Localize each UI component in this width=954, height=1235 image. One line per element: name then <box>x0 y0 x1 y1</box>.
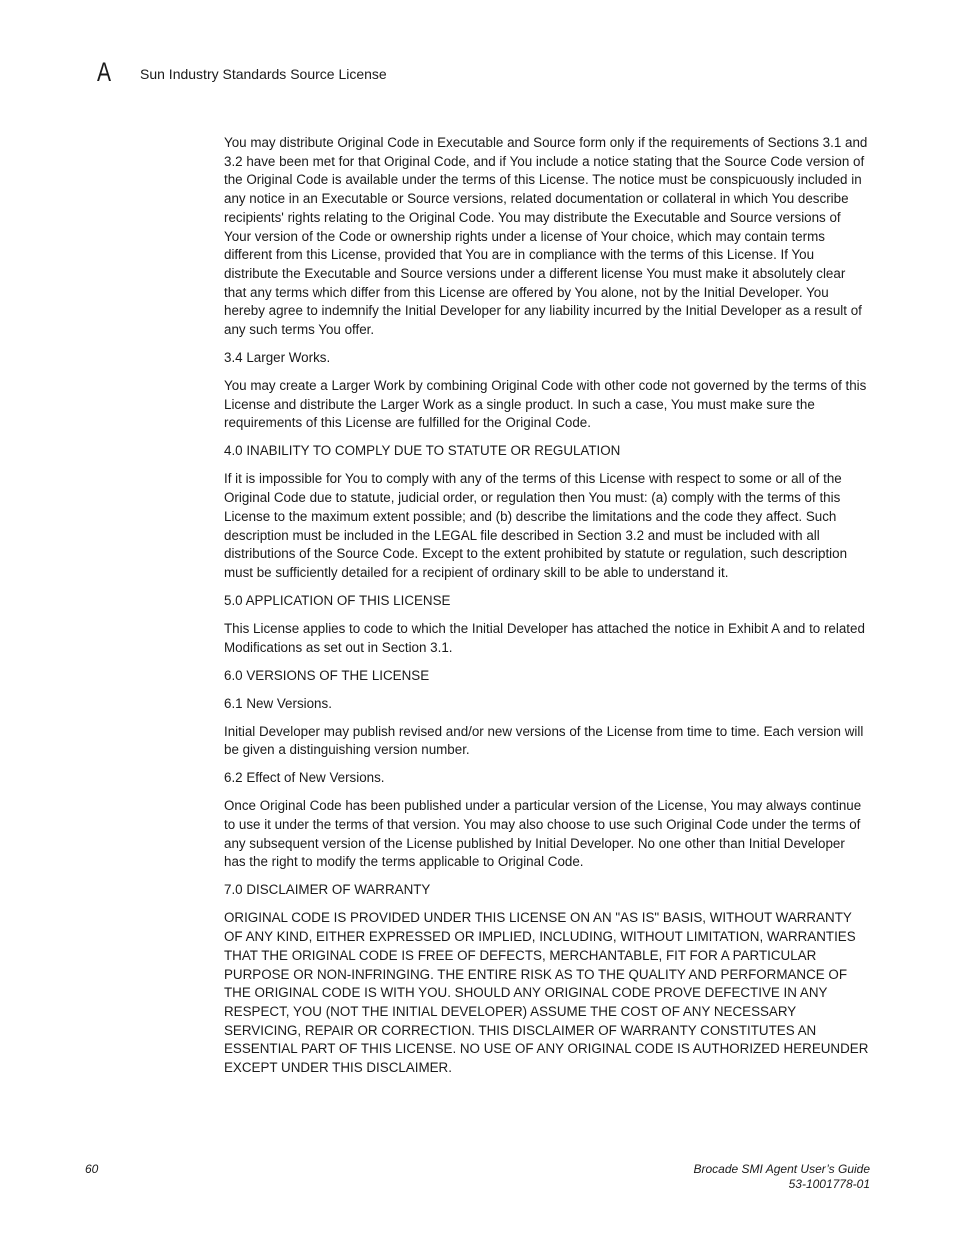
heading-application: 5.0 APPLICATION OF THIS LICENSE <box>224 592 451 608</box>
page-number: 60 <box>85 1162 99 1176</box>
paragraph-larger-works: You may create a Larger Work by combining Original Code with other code not governed by the terms of this License and distribute the Larger Work as a single product. In such a case, You must make sure the requirements of this License are fulfilled for the Original Code. <box>224 378 867 431</box>
paragraph-effect-of-new-versions: Once Original Code has been published under a particular version of the License, You may always continue to use it under the terms of that version. You may also choose to use such Original Code under the terms of any subsequent version of the License published by Initial Developer. No one other than Initial Developer has the right to modify the terms applicable to Original Code. <box>224 798 862 870</box>
guide-title: Brocade SMI Agent User’s Guide <box>693 1162 870 1176</box>
footer-doc-info <box>693 1162 870 1192</box>
heading-effect-of-new-versions: 6.2 Effect of New Versions. <box>224 770 385 786</box>
paragraph-application: This License applies to code to which the Initial Developer has attached the notice in Exhibit A and to related Modifications as set out in Section 3.1. <box>224 620 865 655</box>
running-title: Sun Industry Standards Source License <box>140 66 387 82</box>
paragraph-disclaimer: ORIGINAL CODE IS PROVIDED UNDER THIS LICENSE ON AN "AS IS" BASIS, WITHOUT WARRANTY OF ANY KIND, EITHER EXPRESSED OR IMPLIED, INCLUDING, WITHOUT LIMITATION, WARRANTIES THAT THE ORIGINAL CODE IS FREE OF DEFECTS, MERCHANTABLE, FIT FOR A PARTICULAR PURPOSE OR NON-INFRINGING. THE ENTIRE RISK AS TO THE QUALITY AND PERFORMANCE OF THE ORIGINAL CODE IS WITH YOU. SHOULD ANY ORIGINAL CODE PROVE DEFECTIVE IN ANY RESPECT, YOU (NOT THE INITIAL DEVELOPER) ASSUME THE COST OF ANY NECESSARY SERVICING, REPAIR OR CORRECTION. THIS DISCLAIMER OF WARRANTY CONSTITUTES AN ESSENTIAL PART OF THIS LICENSE. NO USE OF ANY ORIGINAL CODE IS AUTHORIZED HEREUNDER EXCEPT UNDER THIS DISCLAIMER. <box>224 910 869 1076</box>
paragraph-distribution: You may distribute Original Code in Executable and Source form only if the requirements of Sections 3.1 and 3.2 have been met for that Original Code, and if You include a notice stating that the Source Code version of the Original Code is available under the terms of this License. The notice must be conspicuously included in any notice in an Executable or Source versions, related documentation or collateral in which You describe recipients' rights relating to the Original Code. You may distribute the Executable and Source versions of Your version of the Code or ownership rights under a license of Your choice, which may contain terms different from this License, provided that You are in compliance with the terms of this License. If You distribute the Executable and Source versions under a different license You must make it absolutely clear that any terms which differ from this License are offered by You alone, not by the Initial Developer. You hereby agree to indemnify the Initial Developer for any liability incurred by the Initial Developer as a result of any such terms You offer. <box>224 135 868 338</box>
body-text <box>224 134 870 1087</box>
doc-number: 53-1001778-01 <box>788 1177 870 1191</box>
paragraph-inability-to-comply: If it is impossible for You to comply with any of the terms of this License with respect to some or all of the Original Code due to statute, judicial order, or regulation then You must: (a) comply with the terms of this License to the maximum extent possible; and (b) describe the limitations and the code they affect. Such description must be included in the LEGAL file described in Section 3.2 and must be included with all distributions of the Source Code. Except to the extent prohibited by statute or regulation, such description must be sufficiently detailed for a recipient of ordinary skill to be able to understand it. <box>224 471 848 580</box>
paragraph-new-versions: Initial Developer may publish revised and/or new versions of the License from time to time. Each version will be given a distinguishing version number. <box>224 723 864 758</box>
appendix-letter: A <box>97 57 112 87</box>
heading-inability-to-comply: 4.0 INABILITY TO COMPLY DUE TO STATUTE OR REGULATION <box>224 443 621 459</box>
heading-larger-works: 3.4 Larger Works. <box>224 350 331 366</box>
heading-disclaimer: 7.0 DISCLAIMER OF WARRANTY <box>224 882 431 898</box>
heading-new-versions: 6.1 New Versions. <box>224 695 332 711</box>
heading-versions: 6.0 VERSIONS OF THE LICENSE <box>224 667 430 683</box>
